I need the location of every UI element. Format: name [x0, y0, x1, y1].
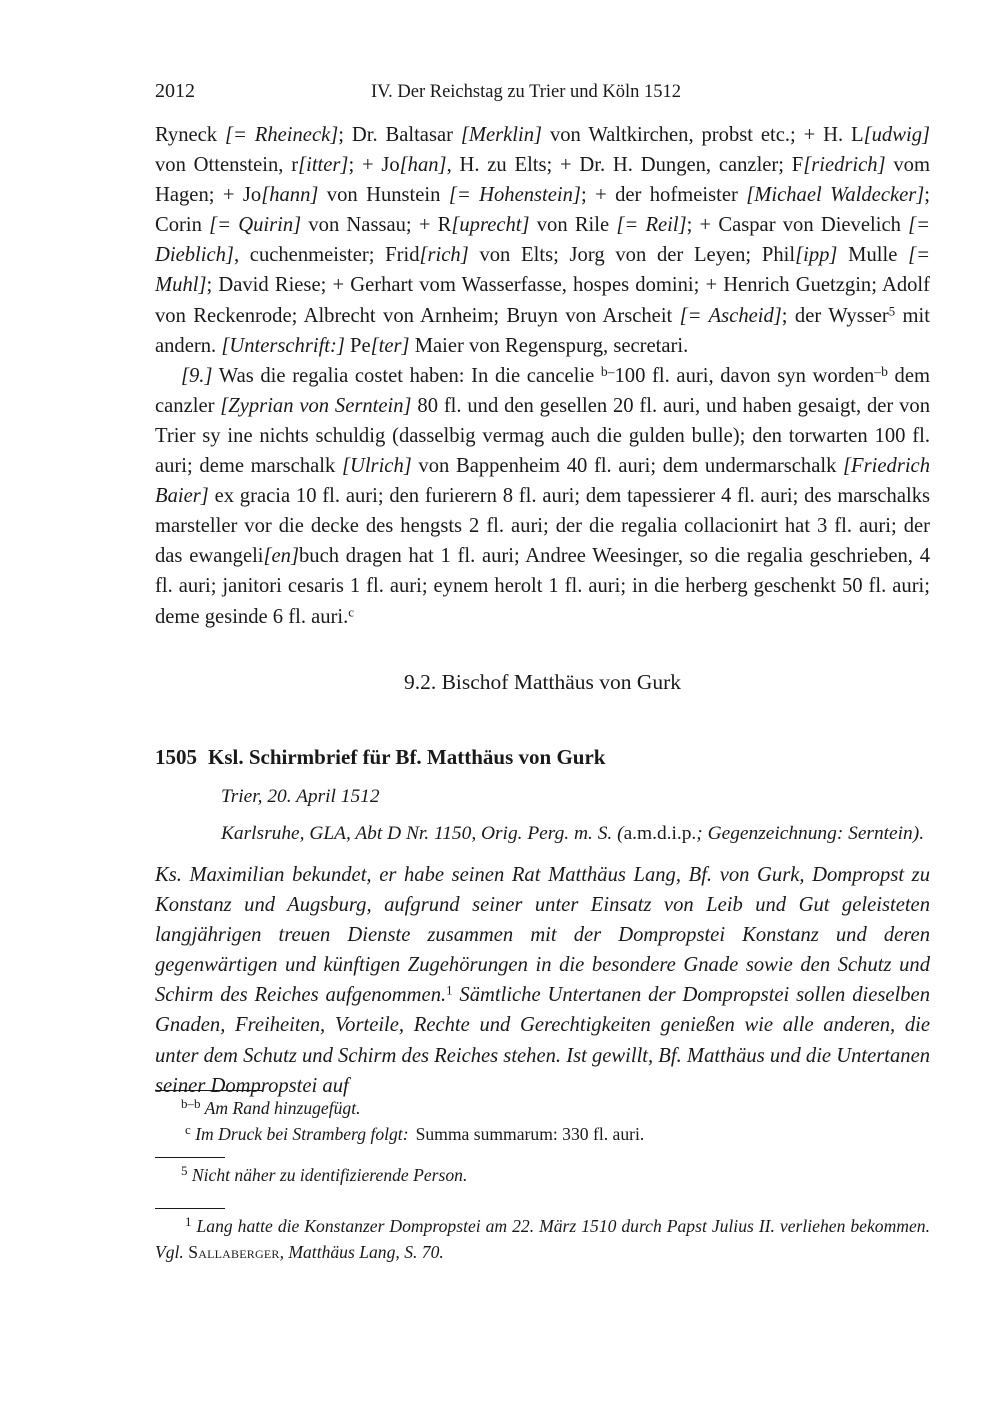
footnote-block-apparatus: [155, 1090, 930, 1147]
witness-list-run: Mulle: [837, 244, 909, 267]
witness-list-editorial-expansion: [Michael Waldecker]: [746, 184, 925, 207]
regalia-costs-editorial-expansion: [en]: [263, 545, 299, 568]
witness-list-run: ; + der hofmeister: [580, 184, 747, 207]
footnote-five: [155, 1163, 930, 1189]
regalia-costs-editorial-expansion: [Ulrich]: [341, 455, 412, 478]
document-number: 1505: [155, 745, 197, 769]
regest-run: Ks. Maximilian bekundet, er habe seinen Rat Matthäus Lang, Bf. von Gurk, Dompropst zu Konstanz und Augsburg, aufgrund seiner unter Einsatz von Leib und Gut geleisteten langjährigen treuen Dienste zusammen mit der Dompropstei Konstanz und deren gegenwärtigen und künftigen Zugehörungen in die besondere Gnade sowie den Schutz und Schirm des Reiches aufgenommen.: [155, 864, 930, 1007]
paragraph-regalia-costs: [155, 361, 930, 632]
witness-list-run: ; Dr. Baltasar: [338, 124, 461, 146]
witness-list-run: ; der Wysser: [781, 304, 889, 327]
witness-list-editorial-expansion: [= Muhl]: [155, 244, 930, 297]
source-abbreviation: a.m.d.i.p.: [623, 823, 697, 844]
witness-list-editorial-expansion: [rich]: [419, 244, 469, 267]
footnote-quote-c: Summa summarum: 330 fl. auri.: [415, 1123, 645, 1144]
regalia-costs-run: von Bappenheim 40 fl. auri; dem undermarschalk: [411, 455, 844, 478]
document-source-reference: [221, 821, 930, 847]
witness-list-run: mit andern.: [155, 304, 930, 357]
footnote-author-name: Sallaberger: [188, 1241, 280, 1262]
footnote-text-5: Nicht näher zu identifizierende Person.: [191, 1165, 468, 1185]
paragraph-witness-list: [155, 120, 930, 361]
witness-list-editorial-expansion: [hann]: [261, 184, 319, 207]
witness-list-editorial-expansion: [= Dieblich]: [155, 214, 930, 267]
footnote-rule: [155, 1090, 263, 1091]
witness-list-editorial-expansion: [ter]: [370, 334, 410, 357]
witness-list-editorial-expansion: [= Reil]: [616, 214, 687, 237]
regest-paragraph: [155, 860, 930, 1101]
witness-list-editorial-expansion: [han]: [399, 154, 447, 177]
footnote-marker-1: 1: [185, 1213, 192, 1229]
footnote-apparatus-c: [155, 1122, 930, 1148]
witness-list-run: , H. zu Elts; + Dr. H. Dungen, canzler; F: [446, 154, 804, 177]
footnote-marker-5: 5: [181, 1162, 188, 1178]
witness-list-run: von Ottenstein, r: [155, 154, 299, 177]
witness-list-run: von Nassau; + R: [301, 214, 452, 237]
footnote-text-b: Am Rand hinzugefügt.: [204, 1098, 361, 1118]
witness-list-run: ; David Riese; + Gerhart vom Wasserfasse, hospes domini; + Henrich Guetzgin; Adolf von Reckenrode; Albrecht von Arnheim; Bruyn von Arscheit: [155, 274, 930, 327]
running-title: IV. Der Reichstag zu Trier und Köln 1512: [371, 82, 682, 102]
witness-list-editorial-expansion: [= Rheineck]: [224, 124, 339, 146]
footnote-one: [155, 1214, 930, 1265]
footnote-apparatus-b: [155, 1096, 930, 1122]
regalia-costs-apparatus-marker: b–: [600, 363, 615, 379]
regalia-costs-editorial-expansion: [Friedrich Baier]: [155, 455, 930, 508]
witness-list-run: ; + Caspar von Dievelich: [686, 214, 909, 237]
witness-list-run: Maier von Regenspurg, secretari.: [409, 334, 689, 357]
witness-list-run: von Hunstein: [318, 184, 449, 207]
text-column: [155, 120, 931, 1097]
witness-list-run: von Elts; Jorg von der Leyen; Phil: [468, 244, 796, 267]
regalia-costs-run: 100 fl. auri, davon syn worden: [614, 364, 875, 387]
witness-list-run: ; + Jo: [348, 154, 400, 177]
witness-list-editorial-expansion: [= Hohenstein]: [448, 184, 581, 207]
running-head: [155, 78, 855, 104]
witness-list-run: vom Hagen; + Jo: [155, 154, 930, 207]
document-title: Ksl. Schirmbrief für Bf. Matthäus von Gurk: [208, 745, 606, 769]
witness-list-run: von Waltkirchen, probst etc.; + H. L: [542, 124, 864, 146]
regalia-costs-run: 80 fl. und den gesellen 20 fl. auri, und haben gesaigt, der von Trier sy ine nichts schuldig (dasselbig vermag auch die gulden bulle); den torwarten 100 fl. auri; deme marschalk: [155, 394, 930, 478]
witness-list-editorial-expansion: [udwig]: [863, 124, 931, 146]
witness-list-run: , cuchenmeister; Frid: [233, 244, 420, 267]
witness-list-editorial-expansion: [itter]: [298, 154, 349, 177]
witness-list-run: Ryneck: [155, 124, 225, 146]
regalia-costs-run: Was die regalia costet haben: In die cancelie: [212, 364, 601, 387]
page-number: 2012: [155, 80, 195, 102]
witness-list-editorial-expansion: [= Quirin]: [209, 214, 302, 237]
witness-list-run: ; Corin: [155, 184, 930, 237]
footnote-rule: [155, 1208, 225, 1209]
footnote-marker-b: b–b: [181, 1095, 201, 1111]
footnote-block-one: [155, 1208, 930, 1265]
witness-list-editorial-expansion: [uprecht]: [451, 214, 530, 237]
witness-list-footnote-marker: 5: [888, 303, 896, 318]
witness-list-editorial-expansion: [Unterschrift:]: [221, 334, 345, 357]
regalia-costs-apparatus-marker: –b: [874, 363, 888, 379]
footnote-block-five: [155, 1157, 930, 1189]
regalia-costs-run: ex gracia 10 fl. auri; den furierern 8 fl. auri; dem tapessierer 4 fl. auri; des marschalks marsteller vor die decke des hengsts 2 fl. auri; der die regalia collacionirt hat 3 fl. auri; der das ewangeli: [155, 485, 930, 568]
regest-run: Sämtliche Untertanen der Dompropstei sollen dieselben Gnaden, Freiheiten, Vorteile, Rechte und Gerechtigkeiten genießen wie alle anderen, die unter dem Schutz und Schirm des Reiches stehen. Ist gewillt, Bf. Matthäus und die Untertanen seiner Dompropstei auf: [155, 984, 931, 1097]
witness-list-editorial-expansion: [riedrich]: [803, 154, 886, 177]
footnote-rule: [155, 1157, 225, 1158]
regest-footnote-marker: 1: [446, 983, 453, 998]
regalia-costs-footnote-marker: c: [348, 604, 354, 619]
witness-list-run: Pe: [344, 334, 371, 357]
witness-list-run: von Rile: [529, 214, 617, 237]
section-heading: 9.2. Bischof Matthäus von Gurk: [403, 670, 682, 694]
source-archive: Karlsruhe, GLA, Abt D Nr. 1150, Orig. Perg. m. S. (: [221, 823, 624, 844]
witness-list-editorial-expansion: [= Ascheid]: [679, 304, 782, 327]
witness-list-editorial-expansion: [ipp]: [795, 244, 838, 267]
witness-list-editorial-expansion: [Merklin]: [460, 124, 543, 146]
footnote-text-1-before: Lang hatte die Konstanzer Dompropstei am 22. März 1510 durch Papst Julius II. verliehen bekommen. Vgl.: [155, 1216, 930, 1262]
document-header: [155, 744, 930, 847]
regalia-costs-editorial-expansion: [Zyprian von Serntein]: [220, 394, 412, 417]
regalia-costs-run: dem canzler: [155, 364, 930, 417]
source-countersign: ; Gegenzeichnung: Serntein).: [696, 823, 925, 844]
footnote-text-1-after: , Matthäus Lang, S. 70.: [279, 1241, 444, 1262]
footnote-text-c: Im Druck bei Stramberg folgt:: [195, 1123, 409, 1144]
footnote-marker-c: c: [185, 1121, 191, 1137]
regalia-costs-run: buch dragen hat 1 fl. auri; Andree Weesinger, so die regalia geschrieben, 4 fl. auri; janitori cesaris 1 fl. auri; eynem herolt 1 fl. auri; in die herberg geschenkt 50 fl. auri; deme gesinde 6 fl. auri.: [155, 545, 930, 628]
document-date-place: Trier, 20. April 1512: [221, 786, 380, 807]
document-title-line: [155, 744, 930, 771]
regalia-costs-editorial-expansion: [9.]: [181, 364, 213, 387]
